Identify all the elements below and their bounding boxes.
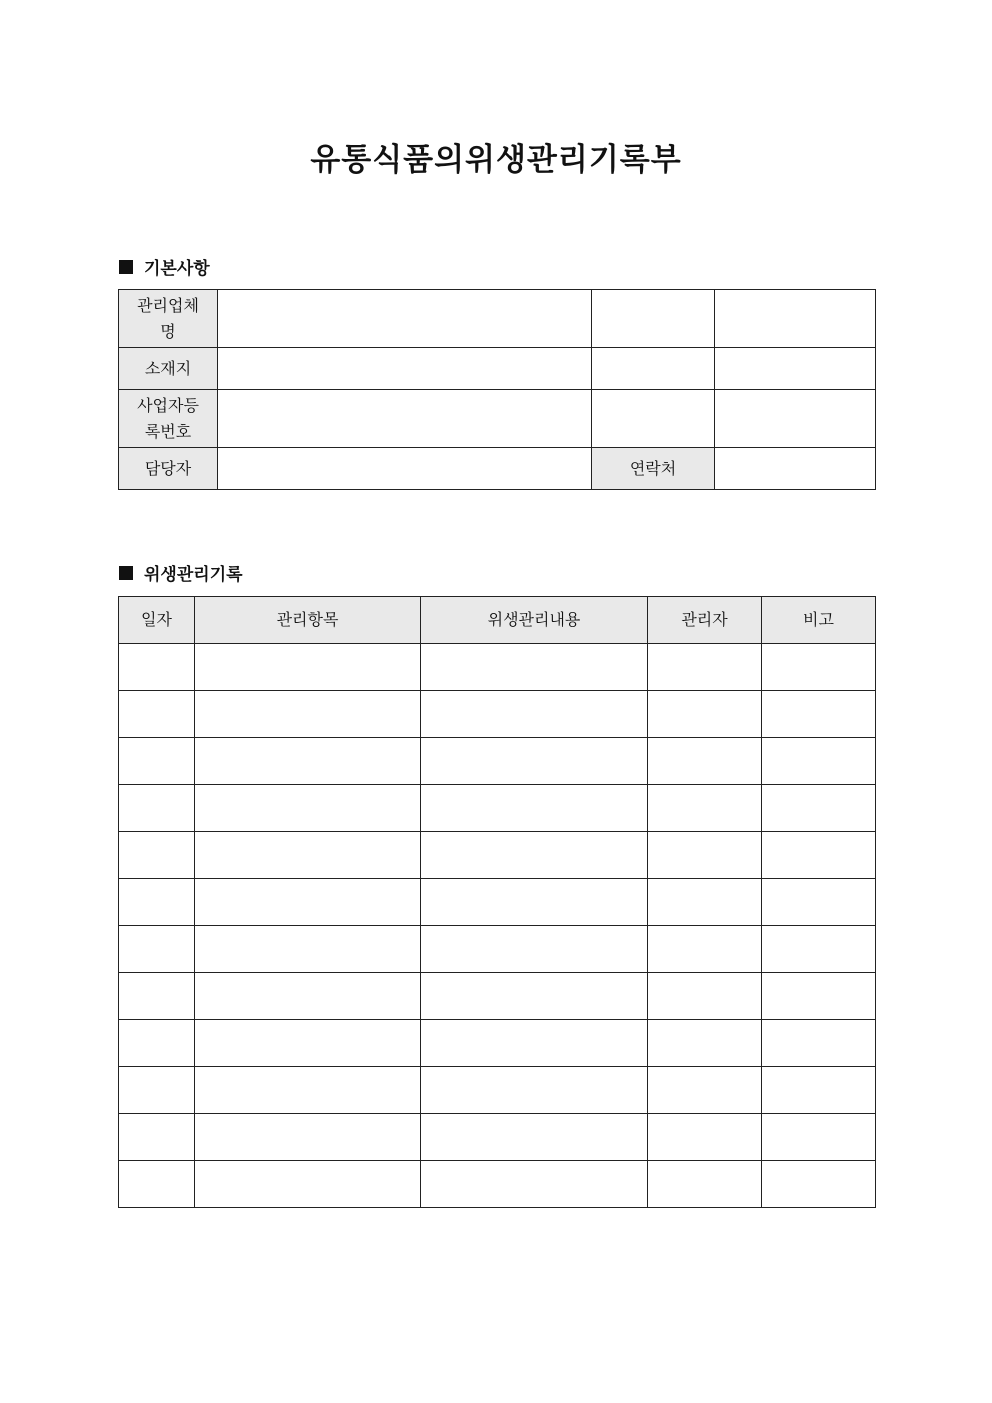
table-row — [119, 448, 876, 490]
cell-note[interactable] — [762, 785, 876, 832]
table-header-row — [119, 597, 876, 644]
cell-date[interactable] — [119, 691, 195, 738]
cell-date[interactable] — [119, 973, 195, 1020]
cell-note[interactable] — [762, 973, 876, 1020]
label-manager: 담당자 — [119, 448, 218, 490]
basic-info-table — [118, 289, 876, 490]
cell-date[interactable] — [119, 1067, 195, 1114]
cell-note[interactable] — [762, 879, 876, 926]
page-title: 유통식품의위생관리기록부 — [310, 142, 682, 178]
cell-content[interactable] — [421, 1020, 648, 1067]
field-company-name[interactable] — [218, 290, 592, 348]
square-bullet-icon — [119, 260, 133, 274]
section-heading-basic-label: 기본사항 — [144, 259, 210, 279]
column-header-date: 일자 — [119, 597, 195, 644]
cell-manager[interactable] — [648, 1161, 762, 1208]
column-header-note: 비고 — [762, 597, 876, 644]
cell-content[interactable] — [421, 785, 648, 832]
section-heading-record-label: 위생관리기록 — [144, 565, 243, 585]
cell-content[interactable] — [421, 1161, 648, 1208]
cell-item[interactable] — [195, 973, 421, 1020]
table-row — [119, 926, 876, 973]
cell-item[interactable] — [195, 926, 421, 973]
cell-blank-value[interactable] — [715, 348, 876, 390]
cell-item[interactable] — [195, 1067, 421, 1114]
table-row — [119, 1067, 876, 1114]
cell-content[interactable] — [421, 973, 648, 1020]
table-row — [119, 691, 876, 738]
cell-manager[interactable] — [648, 1020, 762, 1067]
cell-note[interactable] — [762, 691, 876, 738]
cell-note[interactable] — [762, 1161, 876, 1208]
cell-content[interactable] — [421, 1067, 648, 1114]
cell-item[interactable] — [195, 644, 421, 691]
column-header-item: 관리항목 — [195, 597, 421, 644]
cell-date[interactable] — [119, 1114, 195, 1161]
cell-item[interactable] — [195, 738, 421, 785]
cell-content[interactable] — [421, 879, 648, 926]
cell-content[interactable] — [421, 1114, 648, 1161]
cell-manager[interactable] — [648, 1067, 762, 1114]
cell-item[interactable] — [195, 879, 421, 926]
table-row — [119, 390, 876, 448]
table-row — [119, 1114, 876, 1161]
cell-blank-label — [592, 348, 715, 390]
cell-manager[interactable] — [648, 973, 762, 1020]
cell-note[interactable] — [762, 926, 876, 973]
cell-content[interactable] — [421, 738, 648, 785]
cell-item[interactable] — [195, 1114, 421, 1161]
field-business-number[interactable] — [218, 390, 592, 448]
table-row — [119, 644, 876, 691]
record-body — [119, 644, 876, 1208]
cell-item[interactable] — [195, 1161, 421, 1208]
cell-blank-label — [592, 390, 715, 448]
cell-date[interactable] — [119, 879, 195, 926]
table-row — [119, 1161, 876, 1208]
cell-date[interactable] — [119, 926, 195, 973]
cell-manager[interactable] — [648, 926, 762, 973]
hygiene-record-table — [118, 596, 876, 1208]
section-heading-basic — [119, 254, 210, 279]
cell-blank-label — [592, 290, 715, 348]
cell-date[interactable] — [119, 644, 195, 691]
cell-note[interactable] — [762, 1067, 876, 1114]
cell-manager[interactable] — [648, 738, 762, 785]
section-heading-record — [119, 560, 243, 585]
cell-content[interactable] — [421, 832, 648, 879]
cell-manager[interactable] — [648, 785, 762, 832]
field-manager[interactable] — [218, 448, 592, 490]
column-header-manager: 관리자 — [648, 597, 762, 644]
table-row — [119, 973, 876, 1020]
cell-blank-value[interactable] — [715, 390, 876, 448]
cell-note[interactable] — [762, 1114, 876, 1161]
label-company-name: 관리업체명 — [119, 290, 218, 348]
cell-date[interactable] — [119, 738, 195, 785]
table-row — [119, 348, 876, 390]
cell-blank-value[interactable] — [715, 290, 876, 348]
cell-content[interactable] — [421, 926, 648, 973]
table-row — [119, 832, 876, 879]
cell-date[interactable] — [119, 1161, 195, 1208]
field-contact[interactable] — [715, 448, 876, 490]
cell-content[interactable] — [421, 691, 648, 738]
table-row — [119, 1020, 876, 1067]
cell-manager[interactable] — [648, 691, 762, 738]
field-location[interactable] — [218, 348, 592, 390]
label-business-number: 사업자등록번호 — [119, 390, 218, 448]
label-location: 소재지 — [119, 348, 218, 390]
cell-content[interactable] — [421, 644, 648, 691]
cell-item[interactable] — [195, 785, 421, 832]
label-contact: 연락처 — [592, 448, 715, 490]
table-row — [119, 785, 876, 832]
square-bullet-icon — [119, 566, 133, 580]
cell-item[interactable] — [195, 832, 421, 879]
cell-date[interactable] — [119, 785, 195, 832]
table-row — [119, 879, 876, 926]
table-row — [119, 290, 876, 348]
cell-note[interactable] — [762, 738, 876, 785]
cell-manager[interactable] — [648, 879, 762, 926]
cell-manager[interactable] — [648, 1114, 762, 1161]
cell-item[interactable] — [195, 1020, 421, 1067]
cell-note[interactable] — [762, 1020, 876, 1067]
table-row — [119, 738, 876, 785]
cell-date[interactable] — [119, 832, 195, 879]
cell-note[interactable] — [762, 832, 876, 879]
cell-manager[interactable] — [648, 832, 762, 879]
cell-note[interactable] — [762, 644, 876, 691]
cell-manager[interactable] — [648, 644, 762, 691]
cell-date[interactable] — [119, 1020, 195, 1067]
cell-item[interactable] — [195, 691, 421, 738]
column-header-content: 위생관리내용 — [421, 597, 648, 644]
